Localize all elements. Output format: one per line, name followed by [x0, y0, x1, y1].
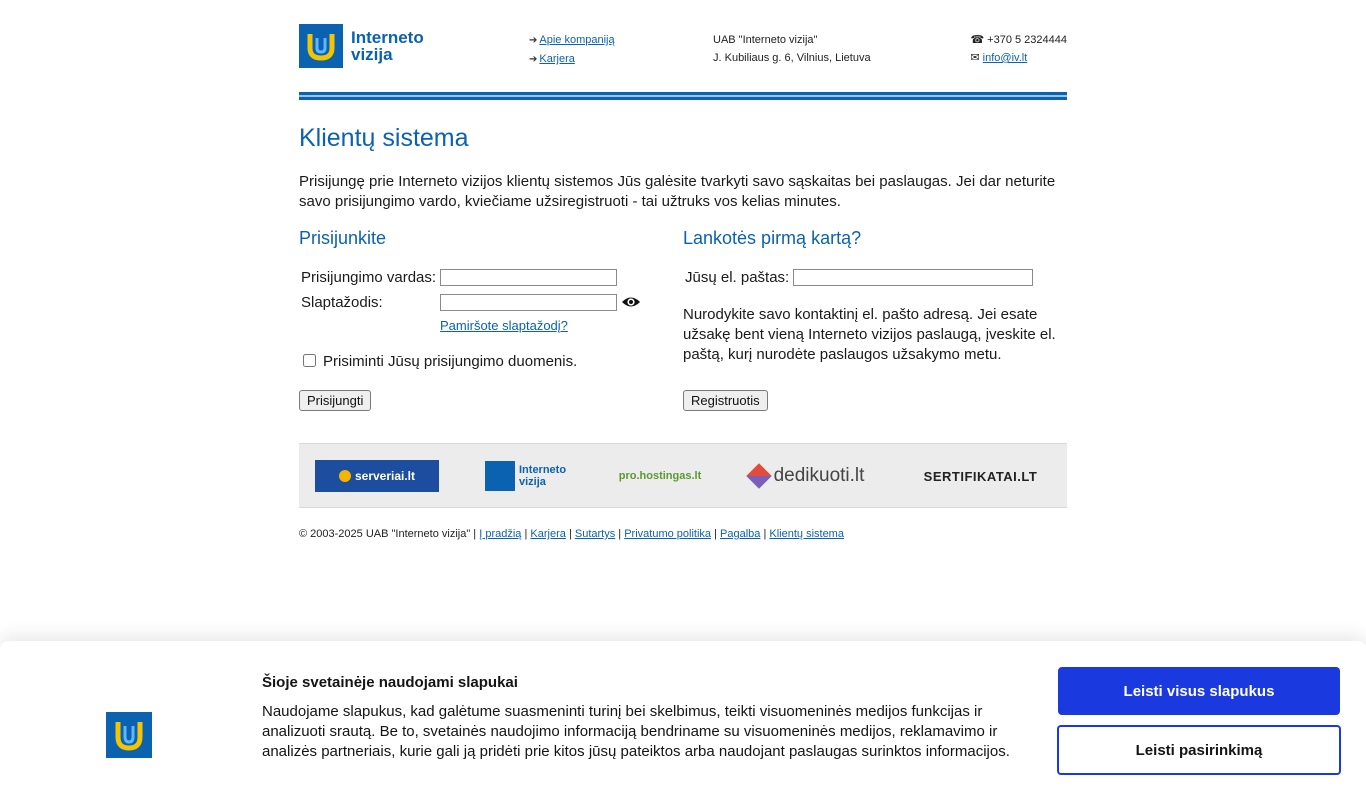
- partner-name: pro.hostingas.lt: [618, 470, 702, 482]
- footer-link-contracts[interactable]: Sutartys: [574, 528, 616, 540]
- accept-all-cookies-button[interactable]: Leisti visus slapukus: [1058, 667, 1340, 715]
- partner-name: Interneto vizija: [519, 464, 567, 488]
- dedikuoti-diamond-icon: [746, 463, 771, 488]
- logo-line-1: Interneto: [351, 28, 424, 47]
- footer-link-home[interactable]: Į pradžią: [479, 528, 522, 540]
- link-career[interactable]: Karjera: [539, 53, 575, 65]
- header-links: [529, 31, 615, 69]
- email-link[interactable]: info@iv.lt: [982, 52, 1028, 64]
- register-email-input[interactable]: [793, 269, 1033, 286]
- partner-name: dedikuoti.lt: [773, 465, 865, 486]
- login-heading: Prisijunkite: [299, 228, 387, 248]
- register-note: Nurodykite savo kontaktinį el. pašto adresą. Jei esate užsakę bent vieną Interneto vizijos paslaugą, įveskite el. paštą, kurį nurodėte paslaugos užsakymo metu.: [683, 306, 1056, 363]
- footer-link-career[interactable]: Karjera: [530, 528, 566, 540]
- partner-interneto-vizija-logo[interactable]: [482, 460, 574, 492]
- company-name: UAB "Interneto vizija": [713, 34, 818, 46]
- register-heading: Lankotės pirmą kartą?: [683, 228, 862, 248]
- phone-number: +370 5 2324444: [987, 34, 1067, 46]
- footer-separator: |: [763, 528, 767, 540]
- footer-separator: |: [714, 528, 717, 540]
- cookie-banner-title: Šioje svetainėje naudojami slapukai: [262, 674, 518, 691]
- logo-text: [351, 29, 424, 63]
- register-button[interactable]: Registruotis: [683, 390, 768, 411]
- partner-prohostingas-logo[interactable]: [618, 460, 702, 492]
- footer-separator: |: [568, 528, 572, 540]
- username-label: Prisijungimo vardas:: [301, 269, 437, 286]
- login-button[interactable]: Prisijungti: [299, 390, 371, 411]
- forgot-password-link[interactable]: Pamiršote slaptažodį?: [440, 318, 568, 333]
- partner-name: serveriai.lt: [354, 469, 416, 483]
- footer-link-privacy[interactable]: Privatumo politika: [624, 528, 712, 540]
- partner-sertifikatai-logo[interactable]: [923, 460, 1038, 492]
- site-logo[interactable]: [299, 24, 425, 68]
- envelope-icon: ✉: [970, 52, 980, 64]
- vizija-mark-icon: [485, 461, 515, 491]
- accept-selected-cookies-button[interactable]: Leisti pasirinkimą: [1057, 725, 1341, 775]
- partner-dedikuoti-logo[interactable]: [738, 460, 876, 492]
- footer-separator: |: [618, 528, 622, 540]
- register-email-label: Jūsų el. paštas:: [685, 269, 790, 286]
- arrow-right-icon: ➔: [529, 35, 538, 46]
- partner-strip: [299, 443, 1067, 508]
- cookie-banner-text: Naudojame slapukus, kad galėtume suasmeninti turinį bei skelbimus, teikti visuomeninės medijos funkcijas ir analizuoti srautą. Be to, svetainės naudojimo informaciją bendriname su visuomeninės medijos, reklamavimo ir analizės partneriais, kurie gali ją pridėti prie kitos jūsų pateiktos arba naudojant paslaugas surinktos informacijos.: [262, 703, 1010, 760]
- remember-me-label: Prisiminti Jūsų prisijungimo duomenis.: [323, 353, 578, 370]
- page-title: Klientų sistema: [299, 124, 469, 152]
- header-contact: [970, 31, 1067, 67]
- link-about-company[interactable]: Apie kompaniją: [539, 34, 615, 46]
- phone-icon: ☎: [970, 34, 985, 46]
- footer: [299, 528, 844, 540]
- password-input[interactable]: [440, 294, 617, 311]
- cookie-banner: [0, 641, 1366, 795]
- eye-icon[interactable]: [621, 293, 641, 311]
- partner-name: SERTIFIKATAI.LT: [923, 468, 1038, 484]
- footer-separator: |: [524, 528, 528, 540]
- header-divider: [299, 92, 1067, 100]
- partner-serveriai-logo[interactable]: [315, 460, 439, 492]
- remember-me-checkbox[interactable]: [303, 354, 316, 367]
- serveriai-dot-icon: [339, 470, 351, 482]
- logo-mark-icon: [299, 24, 343, 68]
- company-address: [713, 31, 871, 67]
- footer-link-help[interactable]: Pagalba: [720, 528, 761, 540]
- street-address: J. Kubiliaus g. 6, Vilnius, Lietuva: [713, 52, 871, 64]
- arrow-right-icon: ➔: [529, 54, 538, 65]
- copyright-text: © 2003-2025 UAB "Interneto vizija" |: [299, 528, 477, 540]
- password-label: Slaptažodis:: [301, 294, 383, 311]
- logo-line-2: vizija: [351, 45, 393, 64]
- intro-text: Prisijungę prie Interneto vizijos klientų sistemos Jūs galėsite tvarkyti savo sąskaitas bei paslaugas. Jei dar neturite savo prisijungimo vardo, kviečiame užsiregistruoti - tai užtruks vos kelias minutes.: [299, 173, 1056, 210]
- cookie-banner-logo-icon: [106, 712, 152, 758]
- username-input[interactable]: [440, 269, 617, 286]
- footer-link-client-system[interactable]: Klientų sistema: [769, 528, 844, 540]
